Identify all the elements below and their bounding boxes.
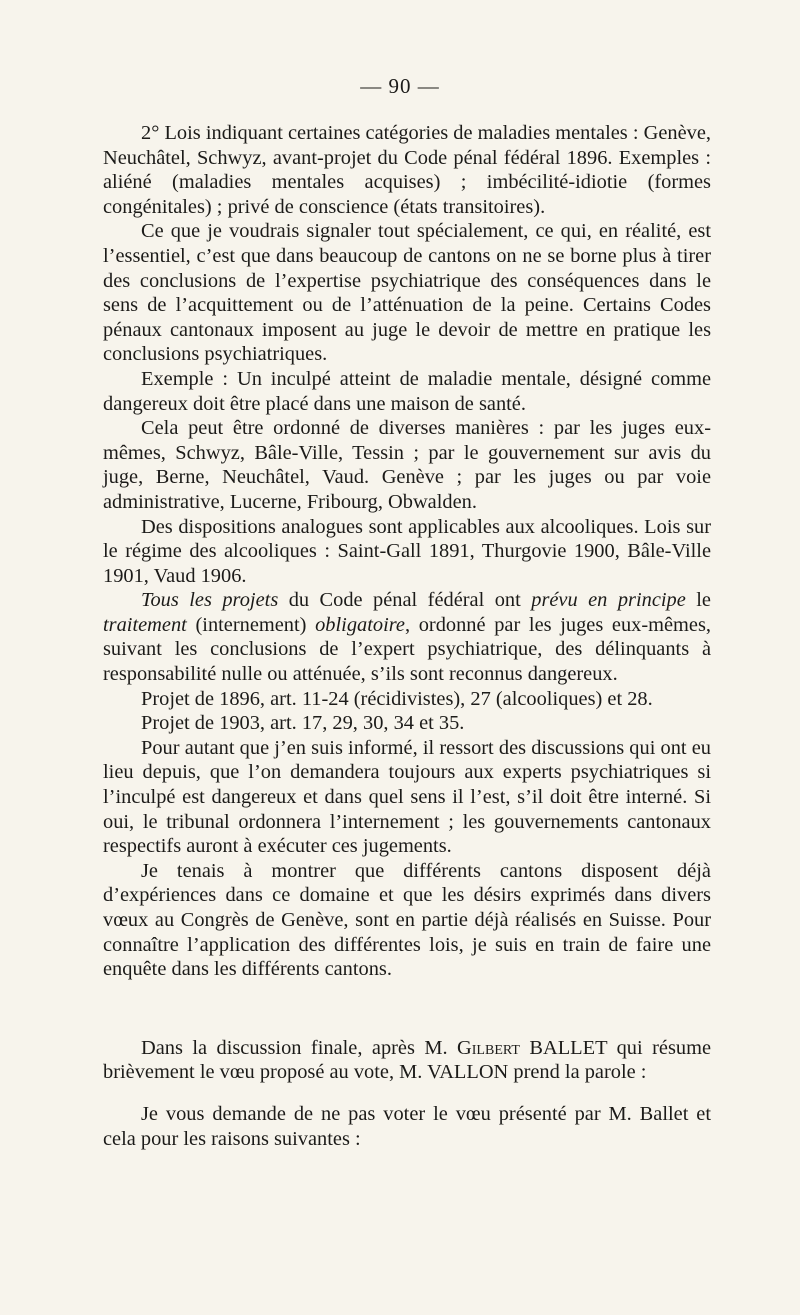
italic-phrase: traitement — [103, 613, 187, 636]
body-text — [103, 121, 711, 1151]
paragraph-discussion-finale: Dans la discussion finale, après M. Gilbert BALLET qui résume brièvement le vœu proposé au vote, M. VALLON prend la parole : — [103, 1036, 711, 1084]
italic-phrase: Tous les projets — [141, 589, 279, 612]
paragraph-experiences: Je tenais à montrer que différents cantons disposent déjà d’expériences dans ce domaine et que les désirs exprimés dans divers vœux au Congrès de Genève, sont en partie déjà réalisés en Suisse. Pour connaître l’application des différentes lois, je suis en train de faire une enquête dans les différents cantons. — [103, 859, 711, 981]
paragraph-alcooliques: Des dispositions analogues sont applicables aux alcooliques. Lois sur le régime des alcooliques : Saint-Gall 1891, Thurgovie 1900, Bâle-Ville 1901, Vaud 1906. — [103, 515, 711, 587]
paragraph-essentiel: Ce que je voudrais signaler tout spécialement, ce qui, en réalité, est l’essentiel, c’est que dans beaucoup de cantons on ne se borne plus à tirer des conclusions de l’expertise psychiatrique des conséquences dans le sens de l’acquittement ou de l’atténuation de la peine. Certains Codes pénaux cantonaux imposent au juge le devoir de mettre en pratique les conclusions psychiatriques. — [103, 220, 711, 366]
italic-phrase: prévu en principe — [531, 589, 686, 612]
paragraph-discussions: Pour autant que j’en suis informé, il ressort des discussions qui ont eu lieu depuis, que l’on demandera toujours aux experts psychiatriques si l’inculpé est dangereux et dans quel sens il l’est, s’il doit être interné. Si oui, le tribunal ordonnera l’internement ; les gouvernements cantonaux respectifs auront à exécuter ces jugements. — [103, 736, 711, 858]
speaker-name-smallcaps: Gilbert — [457, 1036, 520, 1059]
italic-phrase: obligatoire — [315, 613, 405, 636]
paragraph-vallon-speech: Je vous demande de ne pas voter le vœu présenté par M. Ballet et cela pour les raisons suivantes : — [103, 1102, 711, 1150]
paragraph-projet-1896: Projet de 1896, art. 11-24 (récidivistes), 27 (alcooliques) et 28. — [141, 687, 653, 710]
paragraph-projet-1903: Projet de 1903, art. 17, 29, 30, 34 et 35. — [141, 712, 465, 735]
page-number: — 90 — — [360, 74, 440, 98]
paragraph-projets: Tous les projets du Code pénal fédéral ont prévu en principe le traitement (internement) obligatoire, ordonné par les juges eux-mêmes, suivant les conclusions de l’expert psychiatrique, des délinquants à responsabilité nulle ou atténuée, s’ils sont reconnus dangereux. — [103, 589, 711, 686]
paragraph-manieres: Cela peut être ordonné de diverses manières : par les juges eux-mêmes, Schwyz, Bâle-Ville, Tessin ; par le gouvernement sur avis du juge, Berne, Neuchâtel, Vaud. Genève ; par les juges ou par voie administrative, Lucerne, Fribourg, Obwalden. — [103, 417, 711, 513]
paragraph-exemple: Exemple : Un inculpé atteint de maladie mentale, désigné comme dangereux doit être placé dans une maison de santé. — [103, 367, 711, 415]
paragraph-lois-categories: 2° Lois indiquant certaines catégories de maladies mentales : Genève, Neuchâtel, Schwyz, avant-projet du Code pénal fédéral 1896. Exemples : aliéné (maladies mentales acquises) ; imbécilité-idiotie (formes congénitales) ; privé de conscience (états transitoires). — [103, 122, 711, 218]
